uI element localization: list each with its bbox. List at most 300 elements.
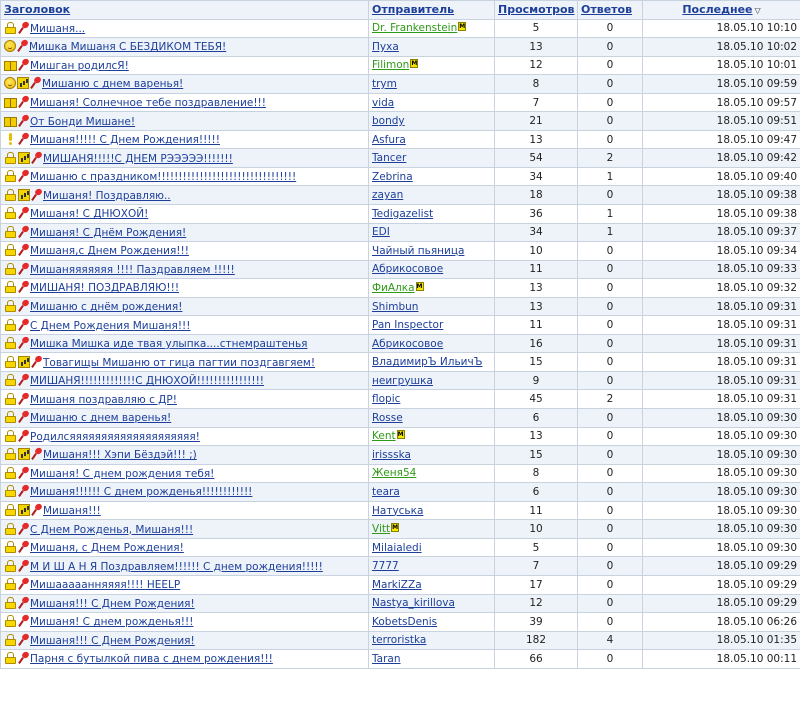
views-cell: 6: [495, 409, 578, 428]
author-cell: [369, 650, 495, 669]
last-post-date: 18.05.10 09:31: [643, 371, 800, 390]
topic-link[interactable]: Парня с бутылкой пива с днем рождения!!!: [30, 653, 273, 666]
topic-link[interactable]: Мишаня! С днем рожденья!!!: [30, 616, 194, 629]
pin-icon: [17, 40, 28, 52]
views-cell: 13: [495, 130, 578, 149]
replies-cell: 2: [578, 149, 643, 168]
table-row: [1, 149, 800, 168]
replies-cell: 0: [578, 38, 643, 57]
topic-title-cell: [1, 334, 369, 353]
author-link[interactable]: Nastya_kirillova: [372, 597, 455, 610]
author-link[interactable]: Пуха: [372, 40, 399, 53]
views-cell: 34: [495, 167, 578, 186]
author-link[interactable]: Filimon: [372, 59, 410, 72]
topic-link[interactable]: Мишган родилсЯ!: [30, 59, 129, 72]
topic-link[interactable]: М И Ш А Н Я Поздравляем!!!!!! С днем рождения!!!!!: [30, 560, 323, 573]
table-row: [1, 297, 800, 316]
moderator-badge-icon: M: [416, 282, 423, 290]
last-post-date: 18.05.10 09:30: [643, 427, 800, 446]
last-post-date: 18.05.10 09:33: [643, 260, 800, 279]
table-row: [1, 56, 800, 75]
author-cell: [369, 334, 495, 353]
author-cell: [369, 130, 495, 149]
last-post-date: 18.05.10 09:51: [643, 112, 800, 131]
topic-link[interactable]: Мишааааанняяяя!!!! HEELP: [30, 579, 181, 592]
topic-title-cell: [1, 483, 369, 502]
lock-icon: [4, 356, 17, 368]
topic-link[interactable]: Товагищы Мишаню от гица пагтии поздгавгяем!: [43, 356, 316, 369]
pin-icon: [18, 226, 29, 238]
pin-icon: [18, 59, 29, 71]
author-cell: [369, 446, 495, 465]
author-link[interactable]: неигрушка: [372, 374, 433, 387]
table-row: [1, 242, 800, 261]
last-post-date: 18.05.10 09:47: [643, 130, 800, 149]
topic-link[interactable]: Мишаня поздравляю с ДР!: [30, 393, 177, 406]
replies-cell: 1: [578, 167, 643, 186]
last-post-date: 18.05.10 09:59: [643, 75, 800, 94]
views-cell: 18: [495, 186, 578, 205]
pin-icon: [18, 467, 29, 479]
table-row: [1, 93, 800, 112]
replies-cell: 0: [578, 75, 643, 94]
poll-chart-icon: [18, 504, 30, 516]
pin-icon: [18, 560, 29, 572]
replies-cell: 1: [578, 223, 643, 242]
author-cell: [369, 594, 495, 613]
views-cell: 45: [495, 390, 578, 409]
topic-title-cell: [1, 446, 369, 465]
topic-link[interactable]: МИШАНЯ!!!!!С ДНЕМ РЭЭЭЭЭ!!!!!!!: [43, 152, 233, 165]
lock-icon: [4, 22, 17, 34]
author-link[interactable]: Kent: [372, 430, 396, 443]
topic-link[interactable]: Мишаня!!! С Днем Рождения!: [30, 597, 195, 610]
author-cell: [369, 19, 495, 38]
topic-link[interactable]: Мишаня! С днем рождения тебя!: [30, 467, 215, 480]
col-header-last-label[interactable]: Последнее: [682, 3, 753, 17]
topic-link[interactable]: Мишаня!!! Хэпи Бёздэй!!! ;): [43, 449, 197, 462]
topic-link[interactable]: Мишаня! Поздравляю..: [43, 189, 171, 202]
replies-cell: 0: [578, 242, 643, 261]
topic-link[interactable]: Мишаня! С ДНЮХОЙ!: [30, 208, 149, 221]
author-cell: [369, 390, 495, 409]
topic-link[interactable]: Мишаня! С Днём Рождения!: [30, 226, 187, 239]
lock-icon: [4, 467, 17, 479]
topic-list: [1, 19, 800, 668]
replies-cell: 0: [578, 483, 643, 502]
table-row: [1, 538, 800, 557]
pin-icon: [18, 263, 29, 275]
pin-icon: [18, 115, 29, 127]
topic-title-cell: [1, 75, 369, 94]
pin-icon: [18, 393, 29, 405]
views-cell: 7: [495, 93, 578, 112]
col-header-views[interactable]: Просмотров: [495, 1, 578, 20]
views-cell: 13: [495, 279, 578, 298]
views-cell: 15: [495, 353, 578, 372]
author-link[interactable]: Натуська: [372, 504, 424, 517]
lock-icon: [4, 170, 17, 182]
pin-icon: [18, 96, 29, 108]
views-cell: 12: [495, 594, 578, 613]
last-post-date: 18.05.10 10:01: [643, 56, 800, 75]
last-post-date: 18.05.10 09:30: [643, 520, 800, 539]
replies-cell: 0: [578, 464, 643, 483]
author-link[interactable]: Zebrina: [372, 170, 413, 183]
author-cell: [369, 538, 495, 557]
last-post-date: 18.05.10 09:30: [643, 464, 800, 483]
lock-icon: [4, 652, 17, 664]
topic-title-cell: [1, 409, 369, 428]
topic-title-cell: [1, 205, 369, 224]
author-link[interactable]: ВладимирЪ ИльичЪ: [372, 356, 483, 369]
author-link[interactable]: irissska: [372, 448, 411, 461]
last-post-date: 18.05.10 09:30: [643, 483, 800, 502]
poll-chart-icon: [17, 77, 29, 89]
col-header-title[interactable]: Заголовок: [1, 1, 369, 20]
lock-icon: [4, 430, 17, 442]
pin-icon: [18, 207, 29, 219]
author-link[interactable]: terroristka: [372, 634, 427, 647]
replies-cell: 0: [578, 56, 643, 75]
author-cell: [369, 242, 495, 261]
author-link[interactable]: Абрикосовое: [372, 263, 444, 276]
author-cell: [369, 371, 495, 390]
last-post-date: 18.05.10 09:32: [643, 279, 800, 298]
last-post-date: 18.05.10 09:31: [643, 334, 800, 353]
topic-link[interactable]: Мишаню с праздником!!!!!!!!!!!!!!!!!!!!!!!!!!!!!!!!!: [30, 171, 297, 184]
pin-icon: [18, 319, 29, 331]
pin-icon: [31, 504, 42, 516]
topic-title-cell: [1, 353, 369, 372]
replies-cell: 0: [578, 316, 643, 335]
last-post-date: 18.05.10 09:31: [643, 353, 800, 372]
table-row: [1, 205, 800, 224]
topic-title-cell: [1, 19, 369, 38]
replies-cell: 0: [578, 186, 643, 205]
pin-icon: [18, 337, 29, 349]
table-row: [1, 38, 800, 57]
table-row: [1, 446, 800, 465]
last-post-date: 18.05.10 06:26: [643, 613, 800, 632]
topic-link[interactable]: Мишаню с днём рождения!: [30, 301, 183, 314]
author-cell: [369, 353, 495, 372]
last-post-date: 18.05.10 01:35: [643, 631, 800, 650]
table-row: [1, 334, 800, 353]
lock-icon: [4, 504, 17, 516]
last-post-date: 18.05.10 09:38: [643, 205, 800, 224]
topic-link[interactable]: Мишаня!!!!!! С днем рожденья!!!!!!!!!!!!: [30, 486, 253, 499]
topic-title-cell: [1, 594, 369, 613]
author-cell: [369, 112, 495, 131]
table-row: [1, 260, 800, 279]
author-cell: [369, 205, 495, 224]
last-post-date: 18.05.10 09:40: [643, 167, 800, 186]
topic-link[interactable]: С Днем Рожденья, Мишаня!!!: [30, 523, 194, 536]
views-cell: 13: [495, 427, 578, 446]
col-header-author[interactable]: Отправитель: [369, 1, 495, 20]
smile-icon: [4, 40, 16, 52]
replies-cell: 0: [578, 297, 643, 316]
pin-icon: [18, 374, 29, 386]
pin-icon: [18, 541, 29, 553]
author-link[interactable]: Женя54: [372, 467, 417, 480]
views-cell: 17: [495, 575, 578, 594]
author-link[interactable]: EDI: [372, 226, 390, 239]
author-link[interactable]: 7777: [372, 560, 399, 573]
table-row: [1, 353, 800, 372]
topic-title-cell: [1, 427, 369, 446]
topic-title-cell: [1, 242, 369, 261]
topic-title-cell: [1, 613, 369, 632]
topic-link[interactable]: Мишаня!!! С Днем Рождения!: [30, 634, 195, 647]
author-link[interactable]: Dr. Frankenstein: [372, 22, 458, 35]
author-cell: [369, 483, 495, 502]
table-row: [1, 594, 800, 613]
topic-title-cell: [1, 130, 369, 149]
pin-icon: [18, 578, 29, 590]
lock-icon: [4, 448, 17, 460]
replies-cell: 0: [578, 427, 643, 446]
replies-cell: 0: [578, 650, 643, 669]
poll-chart-icon: [18, 189, 30, 201]
book-icon: [4, 61, 17, 71]
table-row: [1, 112, 800, 131]
topic-title-cell: [1, 390, 369, 409]
lock-icon: [4, 319, 17, 331]
author-link[interactable]: Vitt: [372, 523, 391, 536]
replies-cell: 1: [578, 205, 643, 224]
replies-cell: 0: [578, 371, 643, 390]
replies-cell: 0: [578, 613, 643, 632]
author-link[interactable]: teara: [372, 485, 400, 498]
views-cell: 10: [495, 242, 578, 261]
author-link[interactable]: Tancer: [372, 152, 407, 165]
topic-title-cell: [1, 93, 369, 112]
topic-link[interactable]: МИШАНЯ!!!!!!!!!!!!!С ДНЮХОЙ!!!!!!!!!!!!!!!!: [30, 375, 264, 388]
table-row: [1, 483, 800, 502]
pin-icon: [18, 170, 29, 182]
moderator-badge-icon: M: [411, 60, 418, 68]
smile-icon: [4, 77, 16, 89]
replies-cell: 0: [578, 19, 643, 38]
author-cell: [369, 75, 495, 94]
pin-icon: [31, 448, 42, 460]
views-cell: 15: [495, 446, 578, 465]
topic-link[interactable]: Мишка Мишаня С БЕЗДИКОМ ТЕБЯ!: [29, 41, 227, 54]
table-row: [1, 371, 800, 390]
lock-icon: [4, 226, 17, 238]
lock-icon: [4, 393, 17, 405]
author-cell: [369, 260, 495, 279]
author-cell: [369, 520, 495, 539]
author-link[interactable]: bondy: [372, 115, 405, 128]
topic-link[interactable]: Мишаня!!!!! С Днем Рождения!!!!!: [30, 134, 220, 147]
table-row: [1, 501, 800, 520]
topic-link[interactable]: Мишаня! Солнечное тебе поздравление!!!: [30, 97, 266, 109]
topic-link[interactable]: Мишаня!!!: [43, 505, 101, 518]
author-cell: [369, 167, 495, 186]
author-cell: [369, 501, 495, 520]
author-link[interactable]: Чайный пьяница: [372, 244, 465, 257]
table-row: [1, 650, 800, 669]
replies-cell: 0: [578, 334, 643, 353]
book-icon: [4, 98, 17, 108]
author-cell: [369, 427, 495, 446]
lock-icon: [4, 263, 17, 275]
author-cell: [369, 409, 495, 428]
lock-icon: [4, 485, 17, 497]
author-link[interactable]: Rosse: [372, 411, 403, 424]
table-row: [1, 575, 800, 594]
author-link[interactable]: ФиАлка: [372, 281, 415, 294]
topic-link[interactable]: С Днем Рождения Мишаня!!!: [30, 319, 191, 332]
topic-title-cell: [1, 260, 369, 279]
pin-icon: [18, 615, 29, 627]
last-post-date: 18.05.10 09:29: [643, 557, 800, 576]
pin-icon: [18, 22, 29, 34]
views-cell: 16: [495, 334, 578, 353]
views-cell: 34: [495, 223, 578, 242]
author-link[interactable]: flopic: [372, 393, 401, 406]
replies-cell: 0: [578, 93, 643, 112]
pin-icon: [30, 77, 41, 89]
last-post-date: 18.05.10 09:30: [643, 501, 800, 520]
lock-icon: [4, 634, 17, 646]
author-link[interactable]: Taran: [372, 652, 401, 665]
topic-title-cell: [1, 223, 369, 242]
author-link[interactable]: Tedigazelist: [372, 207, 434, 220]
last-post-date: 18.05.10 09:38: [643, 186, 800, 205]
author-link[interactable]: Shimbun: [372, 300, 419, 313]
pin-icon: [31, 356, 42, 368]
author-link[interactable]: zayan: [372, 189, 404, 202]
pin-icon: [18, 597, 29, 609]
author-link[interactable]: Pan Inspector: [372, 319, 444, 332]
topic-link[interactable]: Родилсяяяяяяяяяяяяяяяяяяяя!: [30, 430, 200, 443]
table-row: [1, 279, 800, 298]
lock-icon: [4, 337, 17, 349]
author-link[interactable]: Asfura: [372, 133, 406, 146]
author-cell: [369, 279, 495, 298]
views-cell: 11: [495, 501, 578, 520]
replies-cell: 0: [578, 520, 643, 539]
topic-link[interactable]: Мишаню с днем варенья!: [42, 78, 184, 91]
moderator-badge-icon: M: [459, 23, 466, 31]
views-cell: 7: [495, 557, 578, 576]
replies-cell: 0: [578, 446, 643, 465]
author-link[interactable]: Абрикосовое: [372, 337, 444, 350]
topic-link[interactable]: Мишаняяяяяяя !!!! Паздравляем !!!!!: [30, 263, 235, 276]
table-row: [1, 19, 800, 38]
col-header-last[interactable]: [643, 1, 800, 20]
sort-desc-icon[interactable]: ▽: [754, 6, 761, 16]
author-cell: [369, 93, 495, 112]
table-row: [1, 186, 800, 205]
topic-link[interactable]: Мишаню с днем варенья!: [30, 412, 172, 425]
lock-icon: [4, 578, 17, 590]
topic-title-cell: [1, 557, 369, 576]
topic-link[interactable]: Мишаня,с Днем Рождения!!!: [30, 245, 189, 258]
last-post-date: 18.05.10 09:57: [643, 93, 800, 112]
views-cell: 36: [495, 205, 578, 224]
topic-link[interactable]: Мишаня...: [30, 22, 86, 35]
pin-icon: [18, 244, 29, 256]
topic-title-cell: [1, 575, 369, 594]
topic-title-cell: [1, 279, 369, 298]
topic-link[interactable]: Мишаня, с Днем Рождения!: [30, 542, 184, 555]
views-cell: 10: [495, 520, 578, 539]
author-cell: [369, 186, 495, 205]
views-cell: 6: [495, 483, 578, 502]
topic-title-cell: [1, 520, 369, 539]
last-post-date: 18.05.10 09:29: [643, 594, 800, 613]
topic-link[interactable]: МИШАНЯ! ПОЗДРАВЛЯЮ!!!: [30, 282, 180, 295]
lock-icon: [4, 374, 17, 386]
views-cell: 9: [495, 371, 578, 390]
author-cell: [369, 38, 495, 57]
views-cell: 21: [495, 112, 578, 131]
author-link[interactable]: vida: [372, 96, 395, 109]
replies-cell: 0: [578, 260, 643, 279]
views-cell: 11: [495, 260, 578, 279]
topic-link[interactable]: От Бонди Мишане!: [30, 115, 136, 128]
pin-icon: [18, 485, 29, 497]
views-cell: 11: [495, 316, 578, 335]
col-header-replies[interactable]: Ответов: [578, 1, 643, 20]
views-cell: 13: [495, 38, 578, 57]
last-post-date: 18.05.10 09:29: [643, 575, 800, 594]
table-row: [1, 390, 800, 409]
lock-icon: [4, 281, 17, 293]
pin-icon: [18, 281, 29, 293]
author-cell: [369, 297, 495, 316]
author-link[interactable]: trym: [372, 77, 397, 90]
author-cell: [369, 223, 495, 242]
views-cell: 182: [495, 631, 578, 650]
last-post-date: 18.05.10 00:11: [643, 650, 800, 669]
views-cell: 66: [495, 650, 578, 669]
views-cell: 8: [495, 75, 578, 94]
last-post-date: 18.05.10 09:37: [643, 223, 800, 242]
pin-icon: [18, 523, 29, 535]
author-link[interactable]: MarkiZZa: [372, 578, 422, 591]
author-link[interactable]: Milaialedi: [372, 541, 422, 554]
pin-icon: [18, 411, 29, 423]
author-cell: [369, 316, 495, 335]
pin-icon: [18, 300, 29, 312]
pin-icon: [18, 634, 29, 646]
views-cell: 13: [495, 297, 578, 316]
last-post-date: 18.05.10 09:31: [643, 390, 800, 409]
moderator-badge-icon: M: [397, 431, 404, 439]
table-row: [1, 427, 800, 446]
pin-icon: [31, 189, 42, 201]
author-link[interactable]: KobetsDenis: [372, 615, 438, 628]
table-row: [1, 557, 800, 576]
poll-chart-icon: [18, 356, 30, 368]
replies-cell: 0: [578, 409, 643, 428]
poll-chart-icon: [18, 152, 30, 164]
topic-title-cell: [1, 149, 369, 168]
views-cell: 54: [495, 149, 578, 168]
lock-icon: [4, 189, 17, 201]
table-header-row: [1, 1, 800, 20]
topic-link[interactable]: Мишка Мишка иде твая улыпка....стнемраштенья: [30, 338, 308, 351]
replies-cell: 0: [578, 538, 643, 557]
author-cell: [369, 56, 495, 75]
views-cell: 12: [495, 56, 578, 75]
